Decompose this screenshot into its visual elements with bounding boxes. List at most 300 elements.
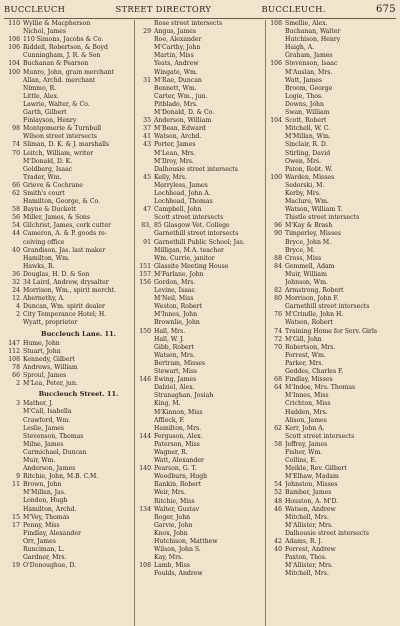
entry-text: Findlay, Alexander — [23, 529, 81, 537]
entry-text: Muir, William — [285, 270, 327, 278]
directory-entry — [266, 69, 396, 77]
entry-text: Affleck, F. — [154, 416, 185, 424]
directory-entry — [135, 69, 265, 77]
house-number — [4, 506, 23, 514]
directory-entry — [266, 158, 396, 166]
directory-entry — [4, 222, 134, 230]
house-number — [266, 198, 285, 206]
directory-entry — [4, 425, 134, 433]
house-number: 74 — [274, 327, 282, 335]
entry-text: Carmichael, Duncan — [23, 448, 87, 456]
entry-text: Buchanan & Pearson — [23, 60, 89, 68]
house-number — [266, 465, 285, 473]
house-number: 151 — [139, 262, 151, 270]
directory-entry — [135, 538, 265, 546]
entry-text: Logie, Thos. — [285, 92, 324, 100]
entry-text: Stevenson, Isaac — [285, 60, 338, 68]
entry-text: Mather, J. — [23, 400, 54, 408]
column-2 — [134, 20, 265, 626]
entry-text: M'Elhaw, Madam — [285, 473, 339, 481]
house-number: 54 — [12, 222, 20, 230]
directory-entry — [266, 449, 396, 457]
entry-text: Finlayson, Henry — [23, 117, 77, 125]
entry-text: Kennedy, Gilbert — [23, 355, 75, 363]
house-number — [266, 125, 285, 133]
directory-entry — [4, 279, 134, 287]
directory-entry — [4, 166, 134, 174]
column-1 — [4, 20, 134, 626]
header-right: BUCCLEUCH. — [261, 4, 326, 14]
directory-entry — [4, 380, 134, 388]
house-number — [135, 311, 154, 319]
directory-entry — [135, 473, 265, 481]
directory-entry — [266, 93, 396, 101]
house-number — [135, 344, 154, 352]
entry-text: M'Allister, Mrs. — [285, 521, 334, 529]
house-number — [266, 158, 285, 166]
entry-text: 85 Glasgow Vet. College — [154, 222, 230, 230]
entry-text: Paton, Robt. W. — [285, 165, 333, 173]
entry-text: Stranaghan, Josiah — [154, 392, 214, 400]
directory-entry — [135, 133, 265, 141]
house-number — [266, 562, 285, 570]
house-number — [135, 52, 154, 60]
entry-text: Downs, John — [285, 100, 324, 108]
directory-entry — [135, 546, 265, 554]
house-number: 24 — [12, 287, 20, 295]
house-number: 80 — [274, 295, 282, 303]
house-number — [4, 117, 23, 125]
directory-entry — [4, 372, 134, 380]
house-number — [135, 522, 154, 530]
house-number — [266, 417, 285, 425]
directory-entry — [266, 530, 396, 538]
house-number: 150 — [139, 327, 151, 335]
directory-entry — [135, 52, 265, 60]
entry-text: Milligan, M.A. teacher — [154, 246, 224, 254]
directory-entry — [4, 473, 134, 481]
entry-text: Hutchison, Matthew — [154, 538, 218, 545]
entry-text: Sinclair, R. D. — [285, 141, 328, 149]
house-number — [266, 457, 285, 465]
house-number — [4, 465, 23, 473]
entry-text: Foulds, Andrew — [154, 570, 203, 578]
directory-entry — [266, 409, 396, 417]
entry-text: Porter, James — [154, 141, 196, 149]
directory-entry — [4, 198, 134, 206]
entry-text: Leitch, William, writer — [23, 149, 94, 157]
house-number — [135, 44, 154, 52]
entry-text: Garnethill street intersects — [154, 230, 239, 238]
directory-entry — [4, 465, 134, 473]
directory-entry — [135, 522, 265, 530]
house-number — [135, 85, 154, 93]
house-number: 72 — [274, 335, 282, 343]
entry-text: Miller, James, & Sons — [23, 214, 91, 222]
entry-text: Kay, Mrs. — [154, 554, 184, 562]
section-heading — [4, 390, 134, 398]
directory-entry — [135, 570, 265, 578]
directory-entry — [4, 52, 134, 60]
page-number: 675 — [375, 3, 396, 15]
house-number — [266, 271, 285, 279]
house-number — [266, 473, 285, 481]
house-number — [4, 425, 23, 433]
house-number — [135, 101, 154, 109]
entry-text: Martin, Miss — [154, 52, 194, 60]
entry-text: Mitchell, Mrs. — [285, 570, 329, 578]
directory-entry — [4, 554, 134, 562]
entry-text: M'Donald, D. K. — [23, 157, 73, 165]
house-number — [135, 368, 154, 376]
house-number: 106 — [270, 60, 282, 68]
entry-text: Swan, William — [285, 109, 330, 117]
entry-text: Brownlie, John — [154, 319, 200, 327]
directory-entry — [4, 400, 134, 408]
entry-text: Ritchie, Miss — [154, 497, 195, 505]
house-number — [266, 101, 285, 109]
entry-text: Maclure, Wm. — [285, 198, 329, 206]
entry-text: London, Hugh — [23, 497, 68, 505]
directory-entry — [266, 360, 396, 368]
entry-text: M'Innes, Miss — [285, 392, 329, 400]
directory-entry — [266, 433, 396, 441]
directory-entry — [266, 384, 396, 392]
house-number — [266, 28, 285, 36]
house-number: 43 — [143, 141, 151, 149]
directory-entry — [135, 328, 265, 336]
house-number: 9 — [16, 473, 20, 481]
directory-entry — [135, 158, 265, 166]
directory-entry — [4, 230, 134, 238]
entry-text: Duncan, Wm. spirit dealer — [23, 303, 105, 311]
directory-entry — [266, 303, 396, 311]
directory-entry — [4, 206, 134, 214]
house-number — [266, 85, 285, 93]
directory-entry — [266, 392, 396, 400]
house-number: 156 — [139, 279, 151, 286]
directory-entry — [4, 530, 134, 538]
house-number — [266, 77, 285, 85]
house-number — [4, 166, 23, 174]
section-heading — [4, 330, 134, 338]
entry-text: King, M. — [154, 400, 181, 408]
directory-entry — [4, 364, 134, 372]
directory-entry — [135, 214, 265, 222]
entry-text: Roger, John — [154, 513, 191, 521]
directory-entry — [4, 255, 134, 263]
house-number — [135, 457, 154, 465]
house-number — [135, 546, 154, 554]
entry-text: O'Donoughue, D. — [23, 562, 76, 570]
entry-text: Weir, Mrs. — [154, 489, 186, 497]
entry-text: Scott, Robert — [285, 117, 327, 125]
entry-text: 110 Simons, Jacobs & Co. — [23, 36, 104, 44]
directory-entry — [4, 174, 134, 182]
directory-entry — [4, 538, 134, 546]
directory-entry — [266, 514, 396, 522]
directory-entry — [135, 417, 265, 425]
entry-text: M'Lean, Mrs. — [154, 149, 196, 157]
entry-text: Nimmo, R. — [23, 84, 57, 92]
house-number — [4, 330, 23, 338]
house-number: 140 — [139, 465, 151, 473]
entry-text: Hamilton, Wm. — [23, 254, 70, 262]
directory-entry — [266, 570, 396, 578]
entry-text: Lochhead, Thomas — [154, 198, 213, 206]
entry-text: Hamilton, Archd. — [23, 505, 77, 513]
house-number — [4, 441, 23, 449]
directory-entry — [135, 198, 265, 206]
directory-entry — [266, 263, 396, 271]
entry-text: Watson, Andrew — [285, 505, 336, 513]
directory-entry — [266, 441, 396, 449]
house-number — [135, 214, 154, 222]
entry-text: Buccleuch Lane. 11. — [41, 329, 116, 338]
entry-text: Allan, Archd. merchant — [23, 76, 96, 84]
entry-text: Rose street intersects — [154, 20, 223, 27]
directory-entry — [135, 554, 265, 562]
directory-entry — [266, 60, 396, 68]
directory-entry — [135, 465, 265, 473]
house-number — [135, 384, 154, 392]
house-number — [135, 417, 154, 425]
house-number: 41 — [143, 133, 151, 141]
entry-text: Hutchison, Henry — [285, 36, 341, 44]
directory-entry — [4, 457, 134, 465]
directory-entry — [4, 348, 134, 356]
directory-entry — [4, 36, 134, 44]
house-number: 147 — [8, 339, 20, 347]
directory-entry — [135, 384, 265, 392]
entry-text: Campbell, John — [154, 206, 202, 214]
house-number — [266, 109, 285, 117]
entry-text: Trader, Wm. — [23, 173, 62, 181]
house-number — [266, 514, 285, 522]
entry-text: Anderson, William — [154, 117, 212, 125]
house-number: 29 — [143, 28, 151, 36]
house-number: 108 — [8, 36, 20, 44]
house-number — [135, 319, 154, 327]
house-number — [135, 336, 154, 344]
entry-text: Broom, George — [285, 84, 333, 92]
directory-entry — [266, 239, 396, 247]
entry-text: Owen, Mrs. — [285, 157, 322, 165]
entry-text: Gordon, Mrs. — [154, 279, 196, 286]
directory-entry — [4, 60, 134, 68]
house-number — [266, 69, 285, 77]
directory-entry — [135, 44, 265, 52]
directory-entry — [135, 433, 265, 441]
directory-entry — [266, 295, 396, 303]
directory-entry — [4, 417, 134, 425]
house-number — [4, 546, 23, 554]
directory-entry — [266, 368, 396, 376]
directory-entry — [135, 457, 265, 465]
directory-entry — [266, 222, 396, 230]
entry-text: Sliman, D. K. & J. marshalls — [23, 141, 110, 149]
entry-text: Warden, Misses — [285, 173, 335, 181]
directory-entry — [135, 77, 265, 85]
entry-text: M'Rae, Duncan — [154, 76, 202, 84]
entry-text: Wyllie & Macpherson — [23, 20, 91, 27]
entry-text: Stevenson, Thomas — [23, 432, 84, 440]
entry-text: Bryce, John M. — [285, 238, 332, 246]
house-number — [135, 514, 154, 522]
directory-entry — [135, 20, 265, 28]
entry-text: Sedorski, M. — [285, 181, 325, 189]
house-number: 17 — [12, 521, 20, 529]
house-number — [135, 60, 154, 68]
house-number: 88 — [274, 254, 282, 262]
entry-text: M'Innes, John — [154, 311, 198, 319]
directory-entry — [4, 514, 134, 522]
directory-entry — [4, 158, 134, 166]
directory-entry — [266, 20, 396, 28]
house-number: 40 — [274, 546, 282, 554]
house-number: 90 — [274, 230, 282, 238]
house-number — [266, 392, 285, 400]
entry-text: M'Neil, Miss — [154, 295, 194, 303]
house-number — [266, 214, 285, 222]
entry-text: ceiving office — [23, 238, 65, 246]
directory-entry — [266, 538, 396, 546]
entry-text: Geddes, Charles F. — [285, 368, 344, 376]
entry-text: Andrews, William — [23, 363, 78, 371]
house-number: 32 — [12, 279, 20, 286]
house-number — [135, 230, 154, 238]
directory-entry — [4, 263, 134, 271]
house-number: 76 — [274, 311, 282, 319]
entry-text: M'Kinnon, Miss — [154, 408, 203, 416]
directory-entry — [266, 400, 396, 408]
house-number — [135, 409, 154, 417]
entry-text: Leslie, James — [23, 424, 65, 432]
directory-entry — [4, 295, 134, 303]
house-number — [135, 538, 154, 546]
entry-text: Anderson, James — [23, 465, 76, 473]
house-number: 11 — [12, 481, 20, 489]
house-number — [266, 522, 285, 530]
entry-text: Dalhousie street intersects — [285, 529, 369, 537]
entry-text: Hall, Mrs. — [154, 327, 186, 335]
directory-entry — [135, 222, 265, 230]
directory-entry — [266, 279, 396, 287]
entry-text: Hamilton, George, & Co. — [23, 198, 101, 206]
entry-text: Sproul, James — [23, 372, 67, 380]
entry-text: Crichton, Miss — [285, 400, 331, 408]
house-number — [4, 457, 23, 465]
directory-entry — [135, 60, 265, 68]
entry-text: Stewart, Miss — [154, 368, 198, 376]
directory-entry — [266, 247, 396, 255]
directory-entry — [135, 230, 265, 238]
directory-entry — [266, 52, 396, 60]
entry-text: Smith's court — [23, 189, 65, 197]
entry-text: Yeats, Andrew — [154, 60, 199, 68]
directory-entry — [4, 497, 134, 505]
house-number: 66 — [12, 372, 20, 380]
house-number — [4, 417, 23, 425]
entry-text: Johnston, Misses — [285, 481, 338, 489]
directory-entry — [4, 449, 134, 457]
directory-entry — [266, 141, 396, 149]
house-number — [135, 570, 154, 578]
entry-text: City Temperance Hotel; H. — [23, 311, 107, 319]
directory-entry — [4, 85, 134, 93]
entry-text: Bayne & Duckett — [23, 206, 77, 214]
directory-entry — [4, 247, 134, 255]
house-number: 104 — [270, 117, 282, 125]
house-number — [266, 190, 285, 198]
directory-entry — [266, 522, 396, 530]
house-number — [135, 150, 154, 158]
house-number: 64 — [274, 384, 282, 392]
directory-entry — [4, 489, 134, 497]
directory-entry — [266, 198, 396, 206]
house-number: 108 — [8, 355, 20, 363]
house-number — [4, 174, 23, 182]
directory-entry — [135, 85, 265, 93]
entry-text: Lamb, Miss — [154, 562, 190, 570]
entry-text: Morrison, Wm., spirit mercht. — [23, 287, 117, 295]
house-number — [135, 352, 154, 360]
directory-entry — [4, 506, 134, 514]
house-number: 15 — [12, 513, 20, 521]
house-number: 100 — [270, 173, 282, 181]
entry-text: Garth, Gilbert — [23, 109, 67, 117]
house-number: 47 — [143, 206, 151, 214]
directory-entry — [4, 239, 134, 247]
house-number — [4, 52, 23, 60]
directory-entry — [135, 506, 265, 514]
directory-columns — [4, 20, 396, 626]
directory-entry — [135, 125, 265, 133]
directory-entry — [135, 182, 265, 190]
entry-text: M'Crindle, John H. — [285, 311, 344, 319]
directory-entry — [135, 441, 265, 449]
entry-text: 34 Laird, Andrew, drysalter — [23, 279, 109, 286]
entry-text: Pitblado, Mrs. — [154, 100, 198, 108]
house-number: 45 — [143, 173, 151, 181]
entry-text: Muir, Wm. — [23, 456, 56, 464]
entry-text: Gardner, Mrs. — [23, 554, 67, 562]
entry-text: Paterson, Miss — [154, 440, 200, 448]
house-number: 96 — [274, 222, 282, 230]
entry-text: Runciman, L. — [23, 546, 65, 553]
header-left: BUCCLEUCH — [4, 4, 66, 14]
house-number — [266, 36, 285, 44]
directory-entry — [266, 465, 396, 473]
directory-entry — [135, 392, 265, 400]
entry-text: Dalziel, Alex. — [154, 384, 195, 392]
house-number — [266, 530, 285, 538]
entry-text: Ritchie, John, M.B. C.M. — [23, 473, 99, 481]
house-number: 19 — [12, 562, 20, 570]
entry-text: Bennett, Wm. — [154, 84, 197, 92]
entry-text: Watson, Robert — [285, 319, 333, 327]
house-number — [4, 319, 23, 327]
entry-text: Kerby, Mrs. — [285, 189, 321, 197]
entry-text: Fisher, Wm. — [285, 448, 323, 456]
directory-entry — [266, 206, 396, 214]
directory-entry — [135, 311, 265, 319]
house-number — [266, 247, 285, 255]
house-number — [135, 360, 154, 368]
entry-text: Woodburn, Hugh — [154, 473, 208, 481]
house-number — [135, 498, 154, 506]
entry-text: Glassite Meeting House — [154, 262, 229, 270]
